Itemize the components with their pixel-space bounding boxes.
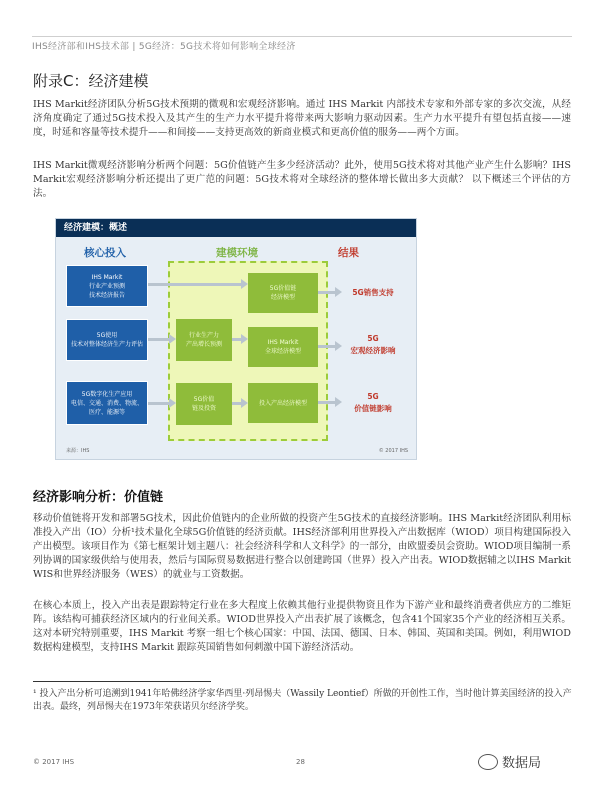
header-rule [32,36,572,37]
running-header: IHS经济部和IHS技术部 | 5G经济：5G技术将如何影响全球经济 [32,42,296,52]
figure-copyright: © 2017 IHS [378,448,408,454]
arrow-icon [318,291,336,294]
result-value-chain-impact: 5G 价值链影响 [354,392,392,413]
env-right-global-model: IHS Markit 全球经济模型 [248,327,318,367]
env-right-io-model: 投入产出经济模型 [248,383,318,423]
figure-header: 经济建模：概述 [56,219,416,237]
arrow-icon [148,338,170,341]
paragraph-value-chain: 移动价值链将开发和部署5G技术，因此价值链内的企业所做的投资产生5G技术的直接经济影响。IHS Markit经济团队利用标准投入产出（IO）分析¹技术量化全球5G价值链的经济贡献。IHS经济部利用世界投入产出数据库（WIOD）项目构建国际投入产出模型。该项目作为《第七框架计划主题八：社会经济科学和人文科学》的一部分，由欧盟委员会资助。WIOD项目编制一系列协调的国家级供给与使用表，然后与国际贸易数据进行整合以创建跨国（世界）投入产出表。WIOD数据辅之以IHS Markit WIS和世界经济服务（WES）的就业与工资数据。 [33,513,571,580]
paragraph-questions: IHS Markit微观经济影响分析两个问题：5G价值链产生多少经济活动？此外，使用5G技术将对其他产业产生什么影响？IHS Markit宏观经济影响分析还提出了更广范的问题：5G技术将对全球经济的整体增长做出多大贡献？ 以下概述三个评估的方法。 [33,160,571,199]
watermark-text: 数据局 [502,756,542,771]
arrow-icon [232,338,242,341]
paragraph-io-table: 在核心本质上，投入产出表是跟踪特定行业在多大程度上依赖其他行业提供物资且作为下游产业和最终消费者供应方的二维矩阵。该结构可捕获经济区域内的行业间关系。WIOD世界投入产出表扩展了该概念，包含41个国家35个产业的经济相互关系。这对本研究特别重要，IHS Markit 考察一组七个核心国家：中国、法国、德国、日本、韩国、英国和美国。例如，利用WIOD数据构建模型，支持IHS Markit 跟踪英国销售如何刺激中国下游经济活动。 [33,600,571,653]
result-sales-support: 5G销售支持 [352,288,394,297]
section-title: 经济影响分析：价值链 [33,490,164,505]
column-title-inputs: 核心投入 [84,247,126,259]
env-left-productivity: 行业生产力 产出增长预测 [176,319,232,361]
economic-modeling-figure [55,218,417,460]
input-box-5g-use: 5G使用 技术对整体经济生产力评估 [66,319,148,361]
paragraph-intro: IHS Markit经济团队分析5G技术预期的微观和宏观经济影响。通过 IHS Markit 内部技术专家和外部专家的多次交流，从经济角度确定了通过5G技术投入及其产生的生产力水平提升将带来两大影响力驱动因素。生产力水平提升有望包括直接——速度，时延和容量等技术提升——和间接——支持更高效的新商业模式和更高价值的服务——两个方面。 [33,99,571,138]
result-macro-impact: 5G 宏观经济影响 [350,334,396,355]
arrow-icon [318,345,336,348]
watermark [478,752,541,771]
input-box-5g-apps: 5G数字化生产应用 电信、交通、消费、物流、医疗、能源等 [66,381,148,425]
footnote: ¹ 投入产出分析可追溯到1941年哈佛经济学家华西里·列昂惕夫（Wassily Leontief）所做的开创性工作，当时他计算美国经济的投入产出表。最终，列昂惕夫在1973年荣获诺贝尔经济学奖。 [33,689,572,712]
arrow-icon [232,402,242,405]
column-title-results: 结果 [338,247,359,259]
footer-copyright: © 2017 IHS [33,758,75,766]
figure-source: 来源：IHS [66,448,90,454]
page-number: 28 [296,758,305,766]
arrow-icon [148,402,170,405]
env-left-value-chain: 5G价值 链及投资 [176,383,232,425]
column-title-environment: 建模环境 [216,247,258,259]
wechat-icon [478,754,498,770]
arrow-icon [318,401,336,404]
env-right-value-chain-model: 5G价值链 经济模型 [248,273,318,313]
appendix-title: 附录C：经济建模 [33,72,149,90]
footnote-rule [33,681,211,682]
input-box-ihs: IHS Markit 行业产业预测 技术经济报告 [66,265,148,307]
arrow-icon [148,283,242,286]
